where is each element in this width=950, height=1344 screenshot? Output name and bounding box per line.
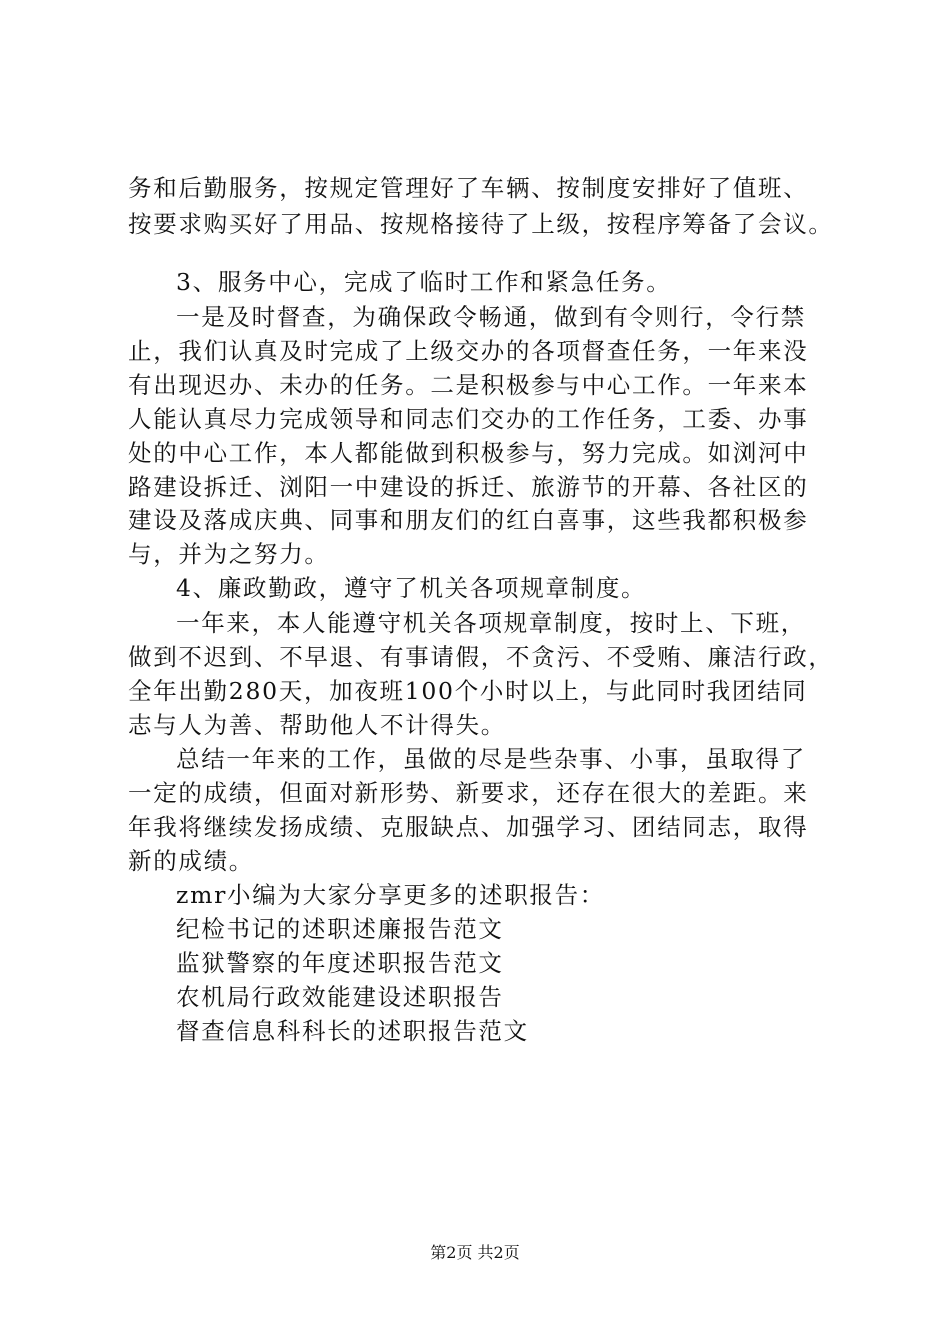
body-line: 一定的成绩，但面对新形势、新要求，还存在很大的差距。来 (128, 779, 809, 807)
body-line: 路建设拆迁、浏阳一中建设的拆迁、旅游节的开幕、各社区的 (128, 473, 809, 501)
section-heading: 3、服务中心，完成了临时工作和紧急任务。 (176, 268, 672, 296)
body-line: 止，我们认真及时完成了上级交办的各项督查任务，一年来没 (128, 337, 809, 365)
body-line: 志与人为善、帮助他人不计得失。 (128, 711, 506, 739)
body-line: 建设及落成庆典、同事和朋友们的红白喜事，这些我都积极参 (128, 506, 809, 534)
body-line: 做到不迟到、不早退、有事请假，不贪污、不受贿、廉洁行政， (128, 643, 834, 671)
body-line: 有出现迟办、未办的任务。二是积极参与中心工作。一年来本 (128, 371, 809, 399)
related-link[interactable]: 监狱警察的年度述职报告范文 (176, 949, 504, 977)
body-line: 按要求购买好了用品、按规格接待了上级，按程序筹备了会议。 (128, 210, 834, 238)
body-line: 年我将继续发扬成绩、克服缺点、加强学习、团结同志，取得 (128, 813, 809, 841)
related-link[interactable]: 农机局行政效能建设述职报告 (176, 983, 504, 1011)
body-line: 与，并为之努力。 (128, 540, 330, 568)
body-line: 新的成绩。 (128, 847, 254, 875)
body-line: 总结一年来的工作，虽做的尽是些杂事、小事，虽取得了 (176, 745, 806, 773)
body-line: zmr小编为大家分享更多的述职报告： (176, 881, 605, 909)
page-number-footer: 第2页 共2页 (430, 1243, 520, 1262)
body-line: 务和后勤服务，按规定管理好了车辆、按制度安排好了值班、 (128, 174, 809, 202)
related-link[interactable]: 纪检书记的述职述廉报告范文 (176, 915, 504, 943)
body-line: 一是及时督查，为确保政令畅通，做到有令则行，令行禁 (176, 303, 806, 331)
body-line: 全年出勤280天，加夜班100个小时以上，与此同时我团结同 (128, 677, 808, 705)
body-line: 一年来，本人能遵守机关各项规章制度，按时上、下班， (176, 609, 806, 637)
body-line: 处的中心工作，本人都能做到积极参与，努力完成。如浏河中 (128, 439, 809, 467)
section-heading: 4、廉政勤政，遵守了机关各项规章制度。 (176, 574, 647, 602)
body-line: 人能认真尽力完成领导和同志们交办的工作任务，工委、办事 (128, 405, 809, 433)
related-link[interactable]: 督查信息科科长的述职报告范文 (176, 1017, 529, 1045)
